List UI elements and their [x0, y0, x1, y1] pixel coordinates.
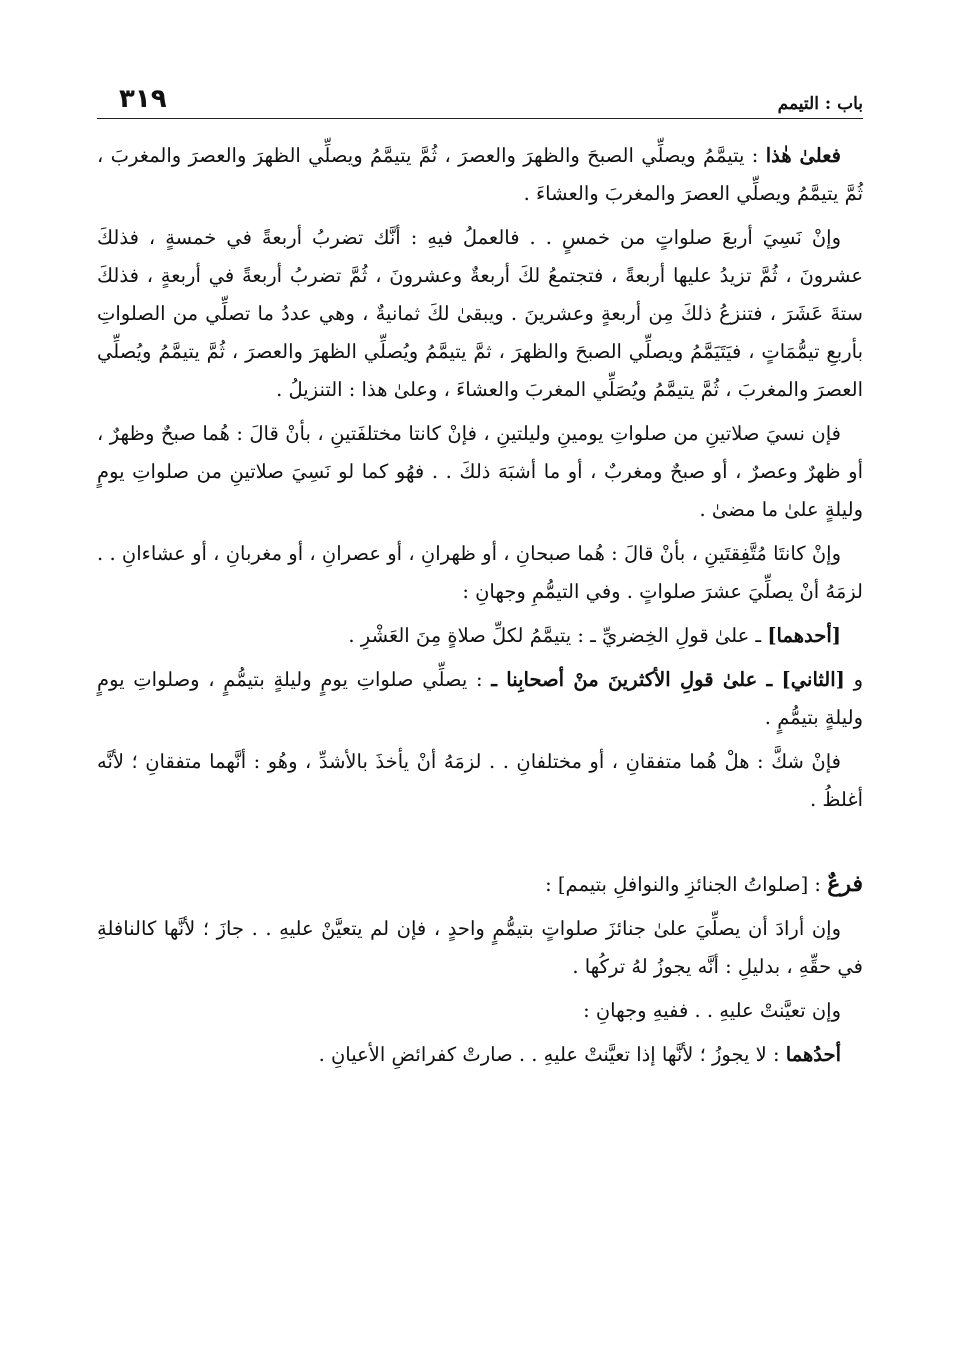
paragraph [97, 137, 863, 213]
paragraph-text: وإنْ نَسِيَ أربعَ صلواتٍ من خمسٍ . . فالعملُ فيهِ : أنَّك تضربُ أربعةً في خمسةٍ ، فذلكَ عشرونَ ، ثُمَّ تزيدُ عليها أربعةً ، فتجتمعُ لكَ أربعةٌ وعشرونَ ، ثُمَّ تضربُ أربعةً في أربعةٍ ، فذلكَ ستةَ عَشَرَ ، فتنزعُ ذلكَ مِن أربعةٍ وعشرينَ . ويبقىٰ لكَ ثمانيةٌ ، وهي عددُ ما تصلِّي من الصلواتِ بأربعِ تيمُّمَاتٍ ، فيَتَيَمَّمُ ويصلِّي الصبحَ والظهرَ ، ثمَّ يتيمَّمُ ويُصلِّي الظهرَ والعصرَ ، ثُمَّ يتيمَّمُ ويُصلِّي العصرَ والمغربَ ، ثُمَّ يتيمَّمُ ويُصَلِّي المغربَ والعشاءَ ، وعلىٰ هذا : التنزيلُ . [97, 226, 863, 401]
paragraph-text: : يصلِّي صلواتِ يومٍ وليلةٍ بتيمُّمٍ ، وصلواتِ يومٍ وليلةٍ بتيمُّمٍ . [97, 668, 863, 729]
paragraph [97, 992, 863, 1030]
paragraph-text: وإن أرادَ أن يصلِّيَ علىٰ جنائزَ صلواتٍ بتيمُّمٍ واحدٍ ، فإن لم يتعيَّنْ عليهِ . . جازَ ؛ لأنَّها كالنافلةِ في حقِّهِ ، بدليلِ : أنَّه يجوزُ لهُ تركُها . [97, 917, 863, 978]
page-body [97, 137, 863, 1074]
paragraph-text: : لا يجوزُ ؛ لأنَّها إذا تعيَّنتْ عليهِ . . صارتْ كفرائضِ الأعيانِ . [318, 1043, 786, 1066]
paragraph-text: فإنْ شكَّ : هلْ هُما متفقانِ ، أو مختلفانِ . . لزمَهُ أنْ يأخذَ بالأشدِّ ، وهُو : أنَّهما متفقانِ ؛ لأنَّه أغلظُ . [97, 750, 863, 811]
paragraph [97, 219, 863, 409]
section-label: فرعٌ [827, 871, 863, 897]
section-heading [97, 865, 863, 904]
paragraph [97, 535, 863, 611]
paragraph [97, 910, 863, 986]
section-gap [97, 825, 863, 865]
book-page [97, 80, 863, 1330]
paragraph-text: فإن نسيَ صلاتينِ من صلواتِ يومينِ وليلتينِ ، فإنْ كانتا مختلفَتينِ ، بأنْ قالَ : هُما صبحٌ وظهرٌ ، أو ظهرٌ وعصرٌ ، أو صبحٌ ومغربٌ ، أو ما أشبَهَ ذلكَ . . فهُو كما لو نَسِيَ صلاتينِ من صلواتِ يومٍ وليلةٍ علىٰ ما مضىٰ . [97, 422, 863, 521]
paragraph-lead: فعلىٰ هٰذا [765, 144, 841, 167]
chapter-title: باب : التيمم [777, 94, 863, 114]
paragraph-lead: [الثاني] ـ علىٰ قولِ الأكثرينَ منْ أصحابِنا ـ [491, 668, 845, 691]
paragraph-text: وإن تعيَّنتْ عليهِ . . ففيهِ وجهانِ : [583, 999, 841, 1022]
paragraph-text: : يتيمَّمُ ويصلِّي الصبحَ والظهرَ والعصرَ ، ثُمَّ يتيمَّمُ ويصلِّي الظهرَ والعصرَ والمغربَ ، ثُمَّ يتيمَّمُ ويصلِّي العصرَ والمغربَ والعشاءَ . [97, 144, 863, 205]
paragraph-lead: أحدُهما [785, 1043, 841, 1066]
paragraph-text: وإنْ كانتَا مُتَّفِقتَينِ ، بأنْ قالَ : هُما صبحانِ ، أو ظهرانِ ، أو عصرانِ ، أو مغربانِ ، أو عشاءانِ . . لزمَهُ أنْ يصلِّيَ عشرَ صلواتٍ . وفي التيمُّمِ وجهانِ : [97, 542, 863, 603]
paragraph-lead-prefix: و [844, 668, 863, 691]
paragraph-text: ـ علىٰ قولِ الخِضريِّ ـ : يتيمَّمُ لكلِّ صلاةٍ مِنَ العَشْرِ . [348, 624, 768, 647]
paragraph [97, 415, 863, 529]
page-number: ٣١٩ [119, 84, 167, 114]
paragraph [97, 1036, 863, 1074]
paragraph [97, 743, 863, 819]
paragraph-lead: [أحدهما] [767, 624, 841, 647]
paragraph [97, 617, 863, 655]
paragraph [97, 661, 863, 737]
page-header [97, 80, 863, 119]
section-title: : [صلواتُ الجنائزِ والنوافلِ بتيمم] : [545, 873, 828, 896]
